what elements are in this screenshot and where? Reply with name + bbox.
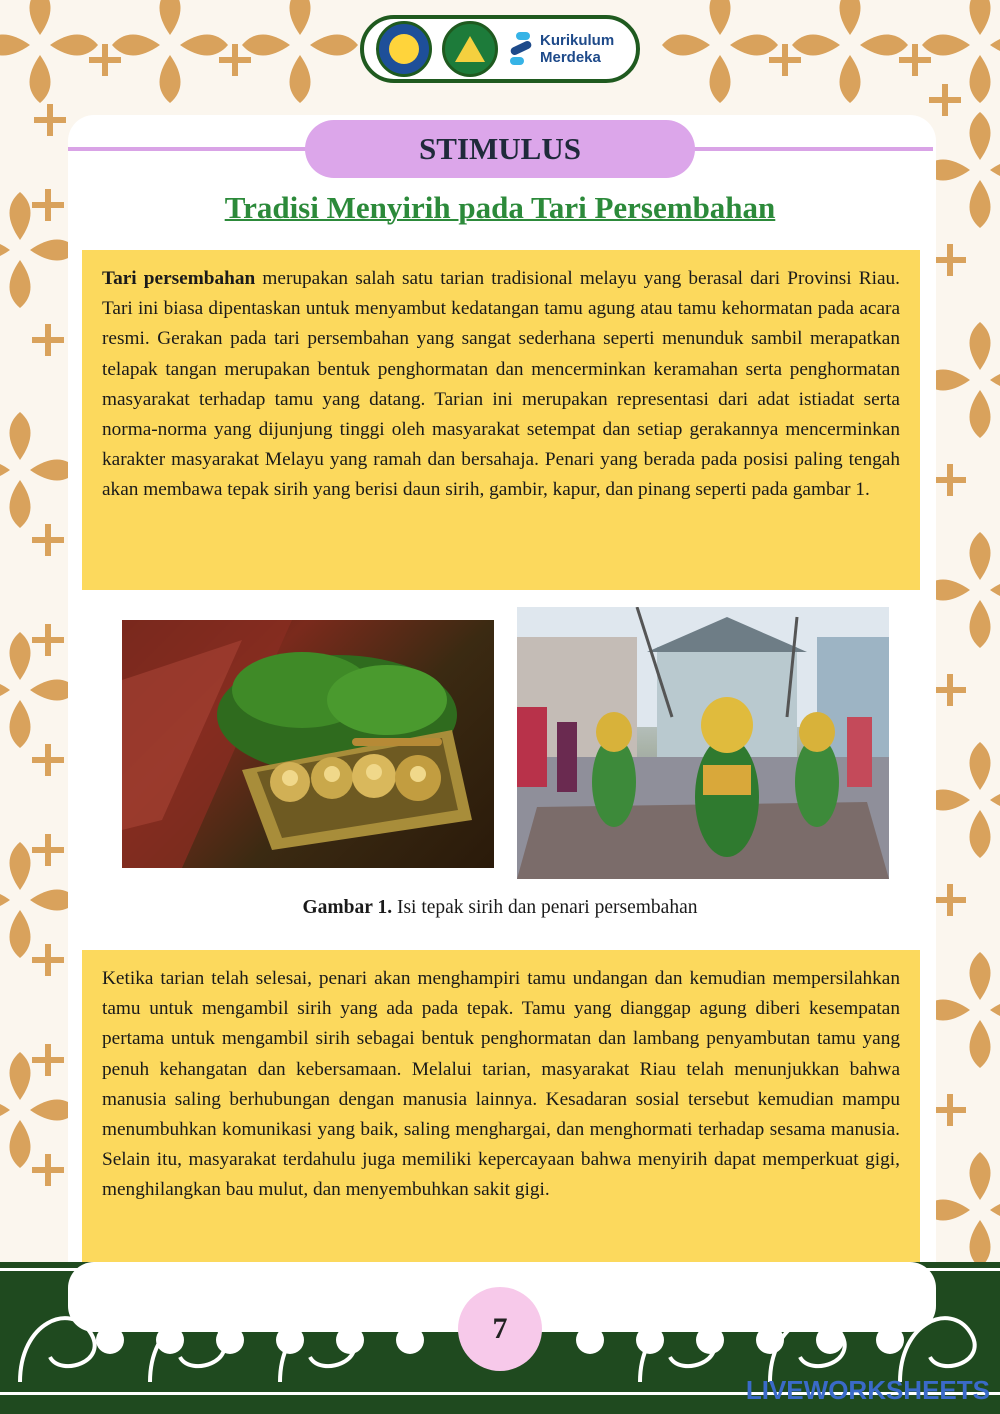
paragraph1-bold-lead: Tari persembahan bbox=[102, 268, 256, 289]
tepak-sirih-photo bbox=[122, 620, 494, 868]
figure-caption-label: Gambar 1. bbox=[302, 897, 393, 918]
section-label: STIMULUS bbox=[305, 120, 695, 178]
paragraph1-text: merupakan salah satu tarian tradisional melayu yang berasal dari Provinsi Riau. Tari ini biasa dipentaskan untuk menyambut kedatangan tamu agung atau tamu kehormatan pada acara resmi. Gerakan pada tari persembahan yang sangat sederhana seperti menunduk sambil merapatkan telapak tangan merupakan bentuk penghormatan dan mencerminkan keramahan serta penghormatan masyarakat terhadap tamu yang datang. Tarian ini merupakan representasi dari adat istiadat serta norma-norma yang dijunjung tinggi oleh masyarakat setempat dan setiap gerakannya mencerminkan karakter masyarakat Melayu yang ramah dan bersahaja. Penari yang berada pada posisi paling tengah akan membawa tepak sirih yang berisi daun sirih, gambir, kapur, dan pinang seperti pada gambar 1. bbox=[102, 268, 900, 501]
logo-bar bbox=[360, 15, 640, 83]
page-title: Tradisi Menyirih pada Tari Persembahan bbox=[224, 190, 776, 225]
paragraph-box-1 bbox=[82, 250, 920, 590]
divider-right bbox=[688, 147, 933, 151]
figure-caption-text: Isi tepak sirih dan penari persembahan bbox=[392, 897, 698, 918]
penari-persembahan-photo bbox=[517, 607, 889, 879]
figure-caption bbox=[0, 897, 1000, 919]
paragraph-box-2 bbox=[82, 950, 920, 1290]
kemdikbud-logo-icon bbox=[376, 21, 432, 77]
university-logo-icon bbox=[442, 21, 498, 77]
paragraph2-text: Ketika tarian telah selesai, penari akan menghampiri tamu undangan dan kemudian mempersilahkan tamu untuk mengambil sirih yang ada pada tepak. Tamu yang dianggap agung diberi kesempatan pertama untuk mengambil sirih sebagai bentuk penghormatan dan lambang penyambutan tamu yang penuh kehangatan dan kebersamaan. Melalui tarian, masyarakat Riau telah menunjukkan bahwa manusia saling berhubungan dengan manusia lainnya. Kesadaran sosial tersebut kemudian mampu menumbuhkan komunikasi yang baik, saling menghargai, dan menghormati terhadap sesama manusia. Selain itu, masyarakat terdahulu juga memiliki kepercayaan bahwa menyirih dapat memperkuat gigi, menghilangkan bau mulut, dan menyembuhkan sakit gigi. bbox=[102, 968, 900, 1201]
kurikulum-merdeka-logo bbox=[508, 30, 614, 68]
merdeka-label: Merdeka bbox=[540, 49, 601, 66]
page-number: 7 bbox=[458, 1287, 542, 1371]
kurikulum-merdeka-mark-icon bbox=[508, 30, 534, 68]
divider-left bbox=[68, 147, 313, 151]
kurikulum-label: Kurikulum bbox=[540, 32, 615, 49]
liveworksheets-watermark: LIVEWORKSHEETS bbox=[745, 1375, 990, 1405]
